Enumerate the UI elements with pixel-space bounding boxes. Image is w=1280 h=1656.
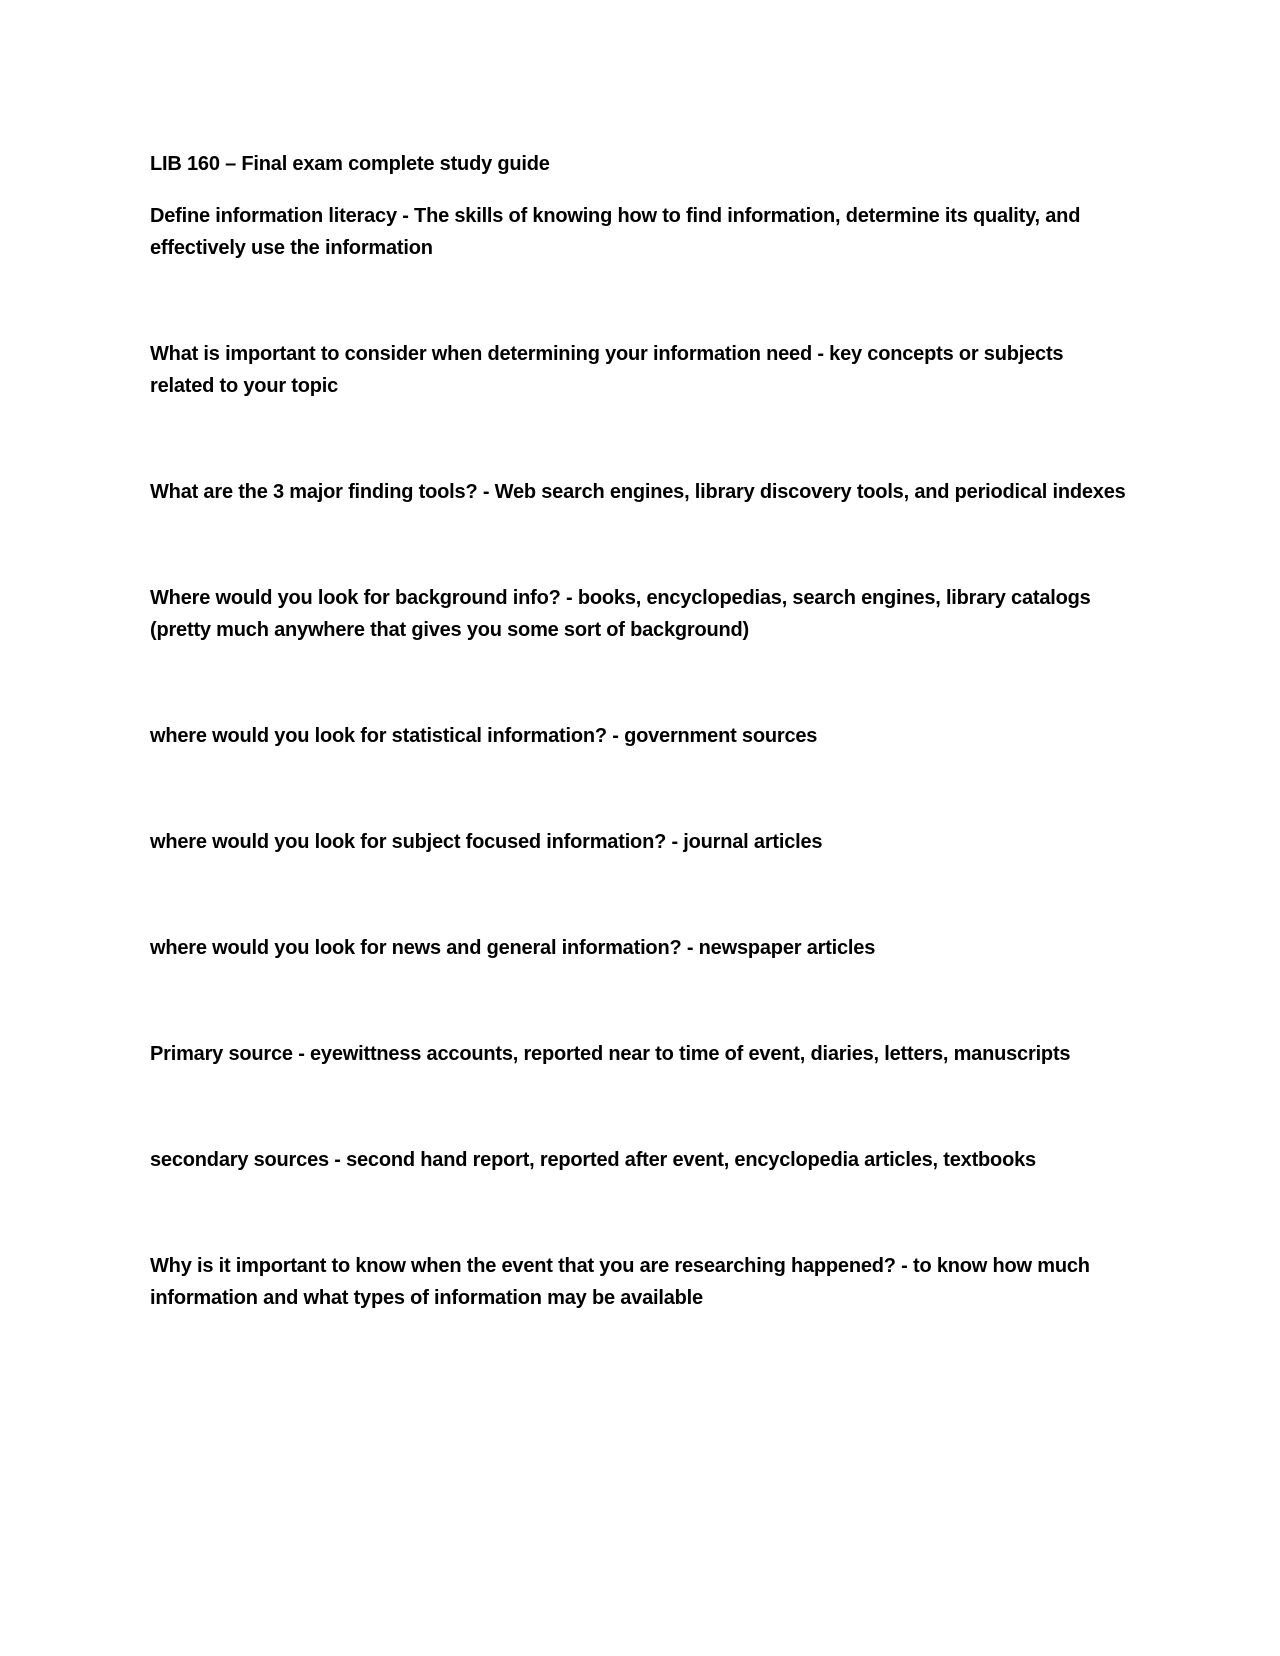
document-body — [150, 148, 1130, 1388]
study-entry-statistical-info: where would you look for statistical information? - government sources — [150, 725, 818, 747]
study-entry-background-info: Where would you look for background info? - books, encyclopedias, search engines, library catalogs (pretty much anywhere that gives you some sort of background) — [150, 587, 1091, 641]
study-entry-information-need: What is important to consider when determining your information need - key concepts or subjects related to your topic — [150, 343, 1064, 397]
study-entry-secondary-sources: secondary sources - second hand report, reported after event, encyclopedia articles, textbooks — [150, 1149, 1036, 1171]
study-entry-subject-focused-info: where would you look for subject focused information? - journal articles — [150, 831, 823, 853]
study-entry-event-timing: Why is it important to know when the event that you are researching happened? - to know how much information and what types of information may be available — [150, 1255, 1090, 1309]
study-entry-news-info: where would you look for news and general information? - newspaper articles — [150, 937, 876, 959]
study-entry-primary-source: Primary source - eyewittness accounts, reported near to time of event, diaries, letters, manuscripts — [150, 1043, 1071, 1065]
study-entry-finding-tools: What are the 3 major finding tools? - Web search engines, library discovery tools, and periodical indexes — [150, 481, 1126, 503]
study-entry-information-literacy: Define information literacy - The skills of knowing how to find information, determine its quality, and effectively use the information — [150, 205, 1081, 259]
document-title: LIB 160 – Final exam complete study guide — [150, 153, 550, 175]
